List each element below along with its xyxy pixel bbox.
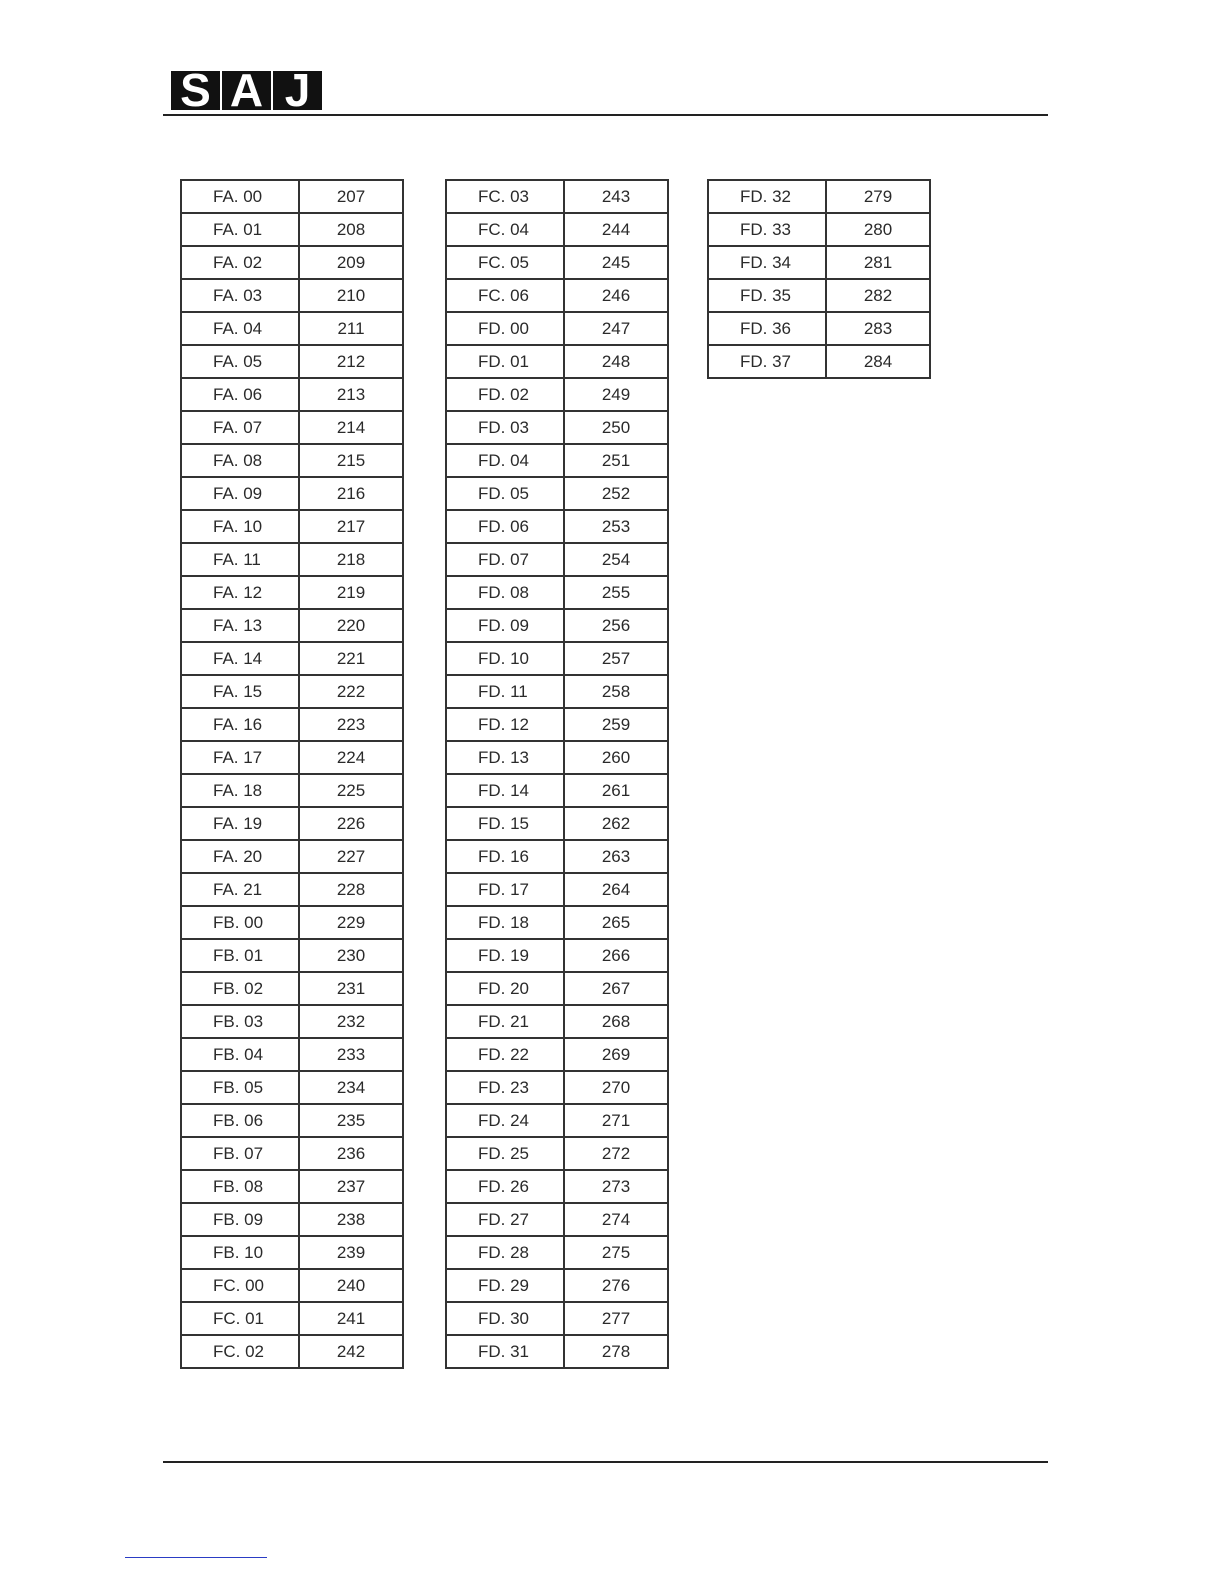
parameter-code: FC. 04 [446, 213, 564, 246]
parameter-code: FC. 02 [181, 1335, 299, 1368]
page-number: 256 [564, 609, 668, 642]
page-number: 268 [564, 1005, 668, 1038]
table-row [181, 345, 403, 378]
table-row [446, 675, 668, 708]
table-row [446, 774, 668, 807]
table-row [446, 642, 668, 675]
page-number: 239 [299, 1236, 403, 1269]
table-row [446, 708, 668, 741]
parameter-code: FD. 14 [446, 774, 564, 807]
page-number: 231 [299, 972, 403, 1005]
page-number: 230 [299, 939, 403, 972]
parameter-code: FD. 21 [446, 1005, 564, 1038]
table-row [181, 246, 403, 279]
parameter-code: FD. 33 [708, 213, 826, 246]
page-number: 228 [299, 873, 403, 906]
table-row [181, 411, 403, 444]
table-row [446, 807, 668, 840]
parameter-code: FC. 01 [181, 1302, 299, 1335]
page-number: 212 [299, 345, 403, 378]
page-number: 242 [299, 1335, 403, 1368]
parameter-code: FB. 10 [181, 1236, 299, 1269]
page-number: 232 [299, 1005, 403, 1038]
parameter-code: FA. 18 [181, 774, 299, 807]
table-row [181, 279, 403, 312]
page-number: 276 [564, 1269, 668, 1302]
table-row [181, 609, 403, 642]
parameter-code: FA. 16 [181, 708, 299, 741]
page-number: 220 [299, 609, 403, 642]
page-number: 245 [564, 246, 668, 279]
page-number: 271 [564, 1104, 668, 1137]
page-number: 213 [299, 378, 403, 411]
parameter-code: FD. 02 [446, 378, 564, 411]
table-row [446, 906, 668, 939]
table-row [446, 543, 668, 576]
parameter-code: FD. 24 [446, 1104, 564, 1137]
parameter-code: FD. 25 [446, 1137, 564, 1170]
table-row [181, 1269, 403, 1302]
parameter-code: FC. 06 [446, 279, 564, 312]
page-number: 263 [564, 840, 668, 873]
page-number: 226 [299, 807, 403, 840]
table-row [446, 1038, 668, 1071]
table-row [446, 939, 668, 972]
table-row [181, 1137, 403, 1170]
table-row [181, 1005, 403, 1038]
table-row [181, 312, 403, 345]
parameter-code: FB. 05 [181, 1071, 299, 1104]
parameter-code: FD. 26 [446, 1170, 564, 1203]
table-row [181, 1038, 403, 1071]
parameter-code: FA. 20 [181, 840, 299, 873]
page-number: 279 [826, 180, 930, 213]
table-row [181, 972, 403, 1005]
parameter-code: FB. 08 [181, 1170, 299, 1203]
page-number: 255 [564, 576, 668, 609]
table-row [446, 1104, 668, 1137]
table-row [446, 477, 668, 510]
table-row [181, 180, 403, 213]
table-row [708, 312, 930, 345]
parameter-code: FD. 09 [446, 609, 564, 642]
parameter-code: FD. 16 [446, 840, 564, 873]
parameter-code: FD. 36 [708, 312, 826, 345]
parameter-code: FA. 13 [181, 609, 299, 642]
page-number: 260 [564, 741, 668, 774]
parameter-code: FD. 17 [446, 873, 564, 906]
page-number: 253 [564, 510, 668, 543]
page-number: 277 [564, 1302, 668, 1335]
page-number: 250 [564, 411, 668, 444]
page-number: 246 [564, 279, 668, 312]
parameter-code: FD. 32 [708, 180, 826, 213]
table-row [446, 741, 668, 774]
parameter-code: FD. 19 [446, 939, 564, 972]
table-row [708, 279, 930, 312]
page-number: 283 [826, 312, 930, 345]
parameter-code: FA. 08 [181, 444, 299, 477]
page-number: 235 [299, 1104, 403, 1137]
table-row [181, 1203, 403, 1236]
parameter-code: FB. 01 [181, 939, 299, 972]
table-row [446, 1269, 668, 1302]
page-number: 247 [564, 312, 668, 345]
parameter-code: FD. 15 [446, 807, 564, 840]
page-number: 267 [564, 972, 668, 1005]
parameter-code: FD. 05 [446, 477, 564, 510]
table-row [446, 378, 668, 411]
table-row [446, 1203, 668, 1236]
parameter-code: FD. 00 [446, 312, 564, 345]
page-number: 269 [564, 1038, 668, 1071]
parameter-code: FB. 04 [181, 1038, 299, 1071]
page-number: 281 [826, 246, 930, 279]
table-row [181, 477, 403, 510]
footer-divider [163, 1461, 1048, 1463]
page-number: 207 [299, 180, 403, 213]
page-number: 240 [299, 1269, 403, 1302]
page-number: 217 [299, 510, 403, 543]
table-row [181, 444, 403, 477]
parameter-code: FA. 03 [181, 279, 299, 312]
page-number: 252 [564, 477, 668, 510]
parameter-table-2 [445, 179, 669, 1369]
page-number: 273 [564, 1170, 668, 1203]
page-number: 265 [564, 906, 668, 939]
table-row [446, 1170, 668, 1203]
page-number: 214 [299, 411, 403, 444]
footer-link-underline [125, 1557, 267, 1558]
parameter-code: FD. 27 [446, 1203, 564, 1236]
table-row [181, 675, 403, 708]
parameter-code: FD. 31 [446, 1335, 564, 1368]
page-number: 224 [299, 741, 403, 774]
parameter-code: FA. 05 [181, 345, 299, 378]
page-number: 222 [299, 675, 403, 708]
page-number: 215 [299, 444, 403, 477]
parameter-code: FD. 08 [446, 576, 564, 609]
table-row [708, 213, 930, 246]
page-number: 236 [299, 1137, 403, 1170]
page-number: 219 [299, 576, 403, 609]
parameter-code: FA. 15 [181, 675, 299, 708]
table-row [446, 576, 668, 609]
header-divider [163, 114, 1048, 116]
parameter-code: FD. 11 [446, 675, 564, 708]
parameter-code: FD. 29 [446, 1269, 564, 1302]
company-logo [171, 64, 322, 116]
page-number: 270 [564, 1071, 668, 1104]
table-row [446, 1236, 668, 1269]
parameter-code: FA. 10 [181, 510, 299, 543]
table-row [446, 312, 668, 345]
page-number: 249 [564, 378, 668, 411]
table-row [446, 345, 668, 378]
parameter-code: FA. 06 [181, 378, 299, 411]
table-row [446, 1335, 668, 1368]
parameter-code: FA. 17 [181, 741, 299, 774]
logo-letter: S [171, 71, 220, 110]
parameter-code: FD. 12 [446, 708, 564, 741]
page-number: 278 [564, 1335, 668, 1368]
page-number: 274 [564, 1203, 668, 1236]
table-row [181, 576, 403, 609]
parameter-code: FD. 01 [446, 345, 564, 378]
table-row [181, 939, 403, 972]
parameter-code: FC. 00 [181, 1269, 299, 1302]
page-number: 257 [564, 642, 668, 675]
parameter-code: FB. 09 [181, 1203, 299, 1236]
table-row [446, 1071, 668, 1104]
page-number: 216 [299, 477, 403, 510]
page-number: 225 [299, 774, 403, 807]
page-number: 221 [299, 642, 403, 675]
parameter-code: FA. 11 [181, 543, 299, 576]
parameter-code: FB. 03 [181, 1005, 299, 1038]
table-row [181, 1335, 403, 1368]
page-number: 223 [299, 708, 403, 741]
parameter-code: FD. 03 [446, 411, 564, 444]
page-number: 261 [564, 774, 668, 807]
parameter-table-3 [707, 179, 931, 379]
parameter-code: FC. 03 [446, 180, 564, 213]
parameter-code: FD. 04 [446, 444, 564, 477]
parameter-code: FA. 07 [181, 411, 299, 444]
page-number: 259 [564, 708, 668, 741]
parameter-code: FB. 06 [181, 1104, 299, 1137]
parameter-code: FD. 07 [446, 543, 564, 576]
parameter-code: FA. 00 [181, 180, 299, 213]
page-number: 264 [564, 873, 668, 906]
parameter-code: FB. 07 [181, 1137, 299, 1170]
page-number: 280 [826, 213, 930, 246]
parameter-code: FD. 13 [446, 741, 564, 774]
parameter-code: FD. 35 [708, 279, 826, 312]
table-row [446, 246, 668, 279]
page-number: 251 [564, 444, 668, 477]
parameter-code: FA. 04 [181, 312, 299, 345]
table-row [181, 642, 403, 675]
parameter-code: FA. 12 [181, 576, 299, 609]
table-row [446, 510, 668, 543]
table-row [446, 213, 668, 246]
page-number: 262 [564, 807, 668, 840]
table-row [446, 444, 668, 477]
table-row [181, 1302, 403, 1335]
page-number: 229 [299, 906, 403, 939]
table-row [181, 873, 403, 906]
page-number: 284 [826, 345, 930, 378]
parameter-code: FB. 00 [181, 906, 299, 939]
table-row [181, 708, 403, 741]
page-number: 211 [299, 312, 403, 345]
table-row [446, 1005, 668, 1038]
page-number: 209 [299, 246, 403, 279]
table-row [446, 1137, 668, 1170]
table-row [181, 543, 403, 576]
parameter-code: FA. 02 [181, 246, 299, 279]
parameter-code: FA. 01 [181, 213, 299, 246]
parameter-code: FD. 37 [708, 345, 826, 378]
page-number: 266 [564, 939, 668, 972]
parameter-code: FD. 20 [446, 972, 564, 1005]
table-row [181, 1071, 403, 1104]
page-number: 210 [299, 279, 403, 312]
table-row [446, 1302, 668, 1335]
table-row [181, 1170, 403, 1203]
page-number: 244 [564, 213, 668, 246]
page-number: 208 [299, 213, 403, 246]
parameter-code: FD. 23 [446, 1071, 564, 1104]
table-row [708, 246, 930, 279]
page-number: 238 [299, 1203, 403, 1236]
parameter-table-1 [180, 179, 404, 1369]
logo-letter: A [222, 71, 271, 110]
table-row [181, 741, 403, 774]
page-number: 237 [299, 1170, 403, 1203]
parameter-code: FC. 05 [446, 246, 564, 279]
page-number: 241 [299, 1302, 403, 1335]
table-row [181, 807, 403, 840]
page-number: 218 [299, 543, 403, 576]
table-row [708, 345, 930, 378]
parameter-code: FD. 30 [446, 1302, 564, 1335]
table-row [446, 972, 668, 1005]
table-row [446, 873, 668, 906]
table-row [446, 180, 668, 213]
parameter-code: FD. 34 [708, 246, 826, 279]
table-row [181, 1236, 403, 1269]
parameter-code: FD. 22 [446, 1038, 564, 1071]
page-number: 248 [564, 345, 668, 378]
logo-letter: J [273, 71, 322, 110]
page-number: 243 [564, 180, 668, 213]
table-row [446, 411, 668, 444]
page-number: 233 [299, 1038, 403, 1071]
table-row [181, 510, 403, 543]
table-row [181, 1104, 403, 1137]
table-row [181, 906, 403, 939]
parameter-code: FD. 06 [446, 510, 564, 543]
page-number: 272 [564, 1137, 668, 1170]
table-row [181, 840, 403, 873]
parameter-code: FD. 18 [446, 906, 564, 939]
parameter-code: FA. 19 [181, 807, 299, 840]
page-number: 234 [299, 1071, 403, 1104]
parameter-code: FD. 28 [446, 1236, 564, 1269]
table-row [446, 609, 668, 642]
parameter-code: FA. 21 [181, 873, 299, 906]
table-row [446, 279, 668, 312]
table-row [181, 213, 403, 246]
parameter-code: FD. 10 [446, 642, 564, 675]
parameter-code: FA. 14 [181, 642, 299, 675]
table-row [181, 378, 403, 411]
table-row [181, 774, 403, 807]
table-row [446, 840, 668, 873]
page-number: 275 [564, 1236, 668, 1269]
parameter-code: FA. 09 [181, 477, 299, 510]
page-number: 227 [299, 840, 403, 873]
page-number: 282 [826, 279, 930, 312]
parameter-code: FB. 02 [181, 972, 299, 1005]
page-number: 254 [564, 543, 668, 576]
table-row [708, 180, 930, 213]
page-number: 258 [564, 675, 668, 708]
